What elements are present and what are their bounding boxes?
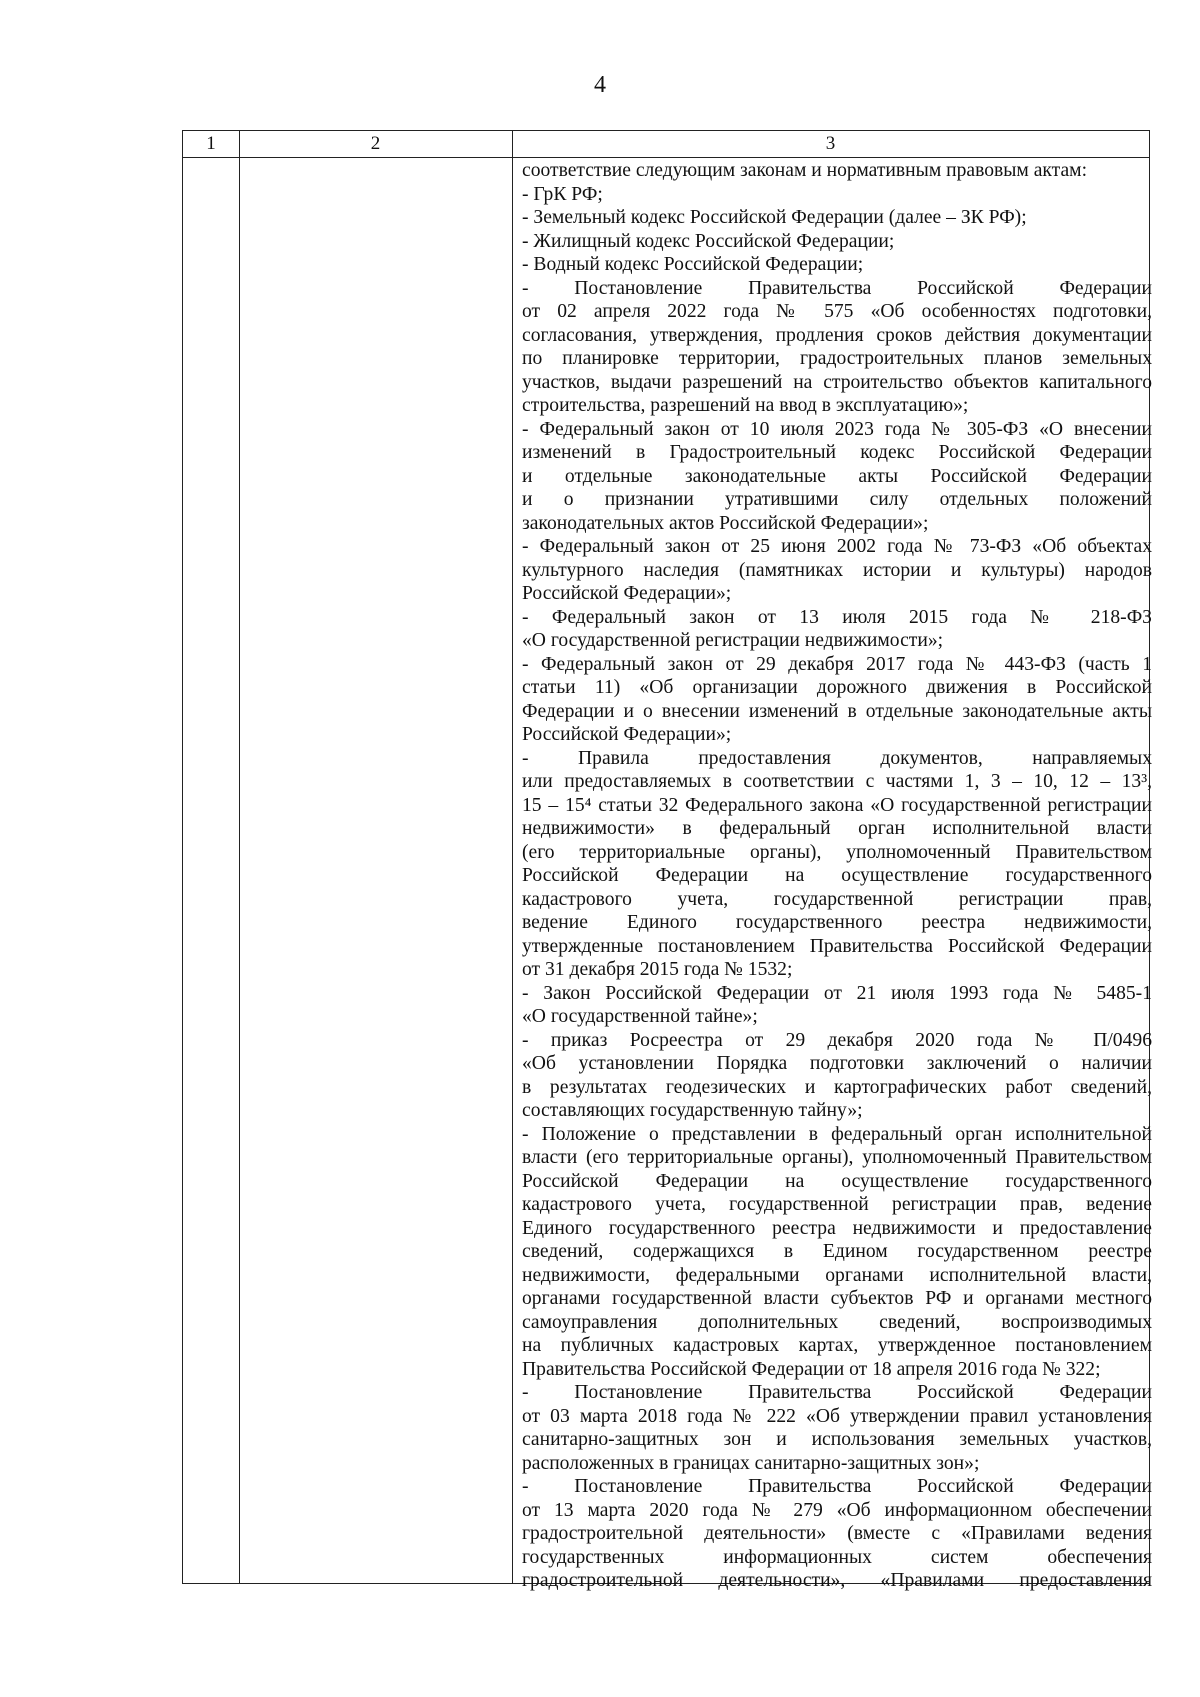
table-header-row: [183, 131, 1149, 158]
text-line: статьи 11) «Об организации дорожного движения в Российской: [522, 677, 1152, 698]
text-line: - Земельный кодекс Российской Федерации (далее – ЗК РФ);: [522, 207, 1027, 228]
text-line: и отдельные законодательные акты Российской Федерации: [522, 465, 1152, 487]
text-line: от 13 марта 2020 года № 279 «Об информационном обеспечении: [522, 1499, 1152, 1521]
text-line: (его территориальные органы), уполномоченный Правительством: [522, 841, 1152, 863]
column-header-2: 2: [370, 133, 381, 154]
text-line: и о признании утратившими силу отдельных положений: [522, 489, 1152, 510]
text-line: самоуправления дополнительных сведений, воспроизводимых: [522, 1311, 1152, 1333]
legal-acts-table: [182, 130, 1152, 1591]
text-line: по планировке территории, градостроительных планов земельных: [522, 348, 1152, 369]
column-header-3: 3: [825, 133, 836, 154]
text-line: - ГрК РФ;: [522, 183, 603, 205]
text-line: «О государственной регистрации недвижимости»;: [522, 630, 944, 651]
text-line: - Водный кодекс Российской Федерации;: [522, 254, 864, 275]
text-line: кадастрового учета, государственной регистрации прав, ведение: [522, 1194, 1152, 1215]
text-line: в результатах геодезических и картографических работ сведений,: [522, 1076, 1152, 1098]
text-line: строительства, разрешений на ввод в эксплуатацию»;: [522, 395, 969, 416]
text-line: - Постановление Правительства Российской Федерации: [522, 1476, 1152, 1497]
text-line: от 31 декабря 2015 года № 1532;: [522, 959, 793, 980]
text-line: власти (его территориальные органы), уполномоченный Правительством: [522, 1147, 1152, 1168]
text-line: Единого государственного реестра недвижимости и предоставление: [522, 1217, 1152, 1239]
text-line: или предоставляемых в соответствии с частями 1, 3 – 10, 12 – 13³,: [522, 771, 1152, 792]
text-line: государственных информационных систем обеспечения: [522, 1546, 1152, 1568]
text-line: - Закон Российской Федерации от 21 июля 1993 года № 5485-1: [522, 982, 1152, 1004]
text-line: градостроительной деятельности» (вместе с «Правилами ведения: [522, 1523, 1152, 1544]
column-divider-1: [239, 131, 240, 1583]
text-line: от 03 марта 2018 года № 222 «Об утверждении правил установления: [522, 1405, 1152, 1427]
text-line: - Положение о представлении в федеральный орган исполнительной: [522, 1123, 1152, 1145]
text-line: - Федеральный закон от 10 июля 2023 года № 305-ФЗ «О внесении: [522, 418, 1152, 440]
text-line: ведение Единого государственного реестра недвижимости,: [522, 912, 1152, 933]
text-line: органами государственной власти субъектов РФ и органами местного: [522, 1288, 1152, 1309]
text-line: недвижимости, федеральными органами исполнительной власти,: [522, 1264, 1152, 1286]
text-line: градостроительной деятельности», «Правилами предоставления: [522, 1570, 1152, 1591]
text-line: расположенных в границах санитарно-защитных зон»;: [522, 1452, 980, 1474]
text-line: соответствие следующим законам и нормативным правовым актам:: [522, 160, 1088, 181]
text-line: - приказ Росреестра от 29 декабря 2020 года № П/0496: [522, 1029, 1152, 1051]
text-line: составляющих государственную тайну»;: [522, 1100, 863, 1121]
text-line: культурного наследия (памятниках истории и культуры) народов: [522, 559, 1152, 581]
text-line: - Федеральный закон от 13 июля 2015 года № 218-ФЗ: [522, 606, 1152, 628]
text-line: недвижимости» в федеральный орган исполнительной власти: [522, 818, 1152, 839]
text-line: - Правила предоставления документов, направляемых: [522, 747, 1152, 769]
text-line: изменений в Градостроительный кодекс Российской Федерации: [522, 442, 1152, 463]
text-line: кадастрового учета, государственной регистрации прав,: [522, 888, 1152, 910]
text-line: Российской Федерации»;: [522, 724, 732, 745]
text-line: сведений, содержащихся в Едином государственном реестре: [522, 1241, 1152, 1262]
text-line: Федерации и о внесении изменений в отдельные законодательные акты: [522, 700, 1152, 722]
text-line: - Постановление Правительства Российской Федерации: [522, 1382, 1152, 1403]
text-line: Российской Федерации»;: [522, 583, 732, 604]
text-line: «О государственной тайне»;: [522, 1006, 758, 1027]
text-line: - Федеральный закон от 29 декабря 2017 года № 443-ФЗ (часть 1: [522, 653, 1152, 675]
column-header-1: 1: [206, 133, 216, 154]
text-line: утвержденные постановлением Правительства Российской Федерации: [522, 935, 1152, 957]
text-line: Правительства Российской Федерации от 18 апреля 2016 года № 322;: [522, 1358, 1101, 1380]
text-line: законодательных актов Российской Федерации»;: [522, 512, 929, 534]
text-line: санитарно-защитных зон и использования земельных участков,: [522, 1429, 1152, 1450]
text-line: Российской Федерации на осуществление государственного: [522, 865, 1152, 886]
text-line: 15 – 15⁴ статьи 32 Федерального закона «О государственной регистрации: [522, 794, 1152, 816]
text-line: согласования, утверждения, продления сроков действия документации: [522, 324, 1152, 346]
text-line: от 02 апреля 2022 года № 575 «Об особенностях подготовки,: [522, 301, 1152, 322]
text-line: - Жилищный кодекс Российской Федерации;: [522, 230, 895, 252]
text-line: - Федеральный закон от 25 июня 2002 года № 73-ФЗ «Об объектах: [522, 536, 1152, 557]
text-line: «Об установлении Порядка подготовки заключений о наличии: [522, 1053, 1152, 1074]
text-line: Российской Федерации на осуществление государственного: [522, 1170, 1152, 1192]
column-3-cell: [512, 159, 1152, 1591]
text-line: - Постановление Правительства Российской Федерации: [522, 277, 1152, 299]
text-line: на публичных кадастровых картах, утвержденное постановлением: [522, 1335, 1152, 1356]
page-number: 4: [594, 72, 606, 98]
text-line: участков, выдачи разрешений на строительство объектов капитального: [522, 371, 1152, 393]
